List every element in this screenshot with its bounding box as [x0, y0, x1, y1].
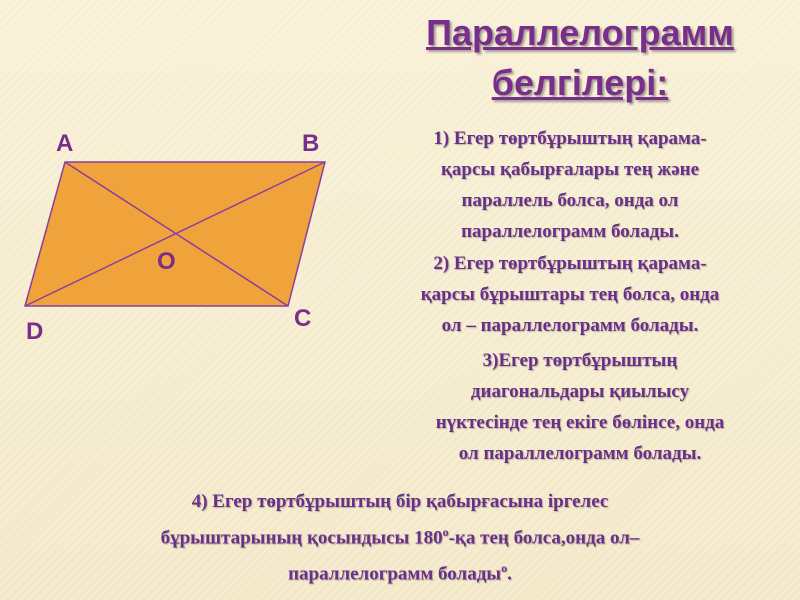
condition-3-line-4: ол параллелограмм болады.	[458, 443, 702, 464]
vertex-label-b: B	[302, 130, 320, 157]
degree-sup: о	[501, 561, 508, 576]
vertex-label-c: C	[294, 305, 312, 332]
condition-4-line-2-a: бұрыштарының қосындысы 180	[160, 527, 443, 549]
condition-3-line-2: диагональдары қиылысу	[470, 381, 690, 402]
condition-4-line-3-b: .	[507, 563, 512, 585]
condition-1	[360, 123, 780, 247]
condition-2-line-2: қарсы бұрыштары тең болса, онда	[420, 284, 720, 305]
vertex-label-o: O	[157, 248, 176, 275]
condition-1-line-4: параллелограмм болады.	[461, 221, 679, 242]
condition-4-line-1: 4) Егер төртбұрыштың бір қабырғасына іргелес	[191, 491, 609, 512]
condition-3-line-1: 3)Егер төртбұрыштың	[482, 350, 678, 371]
condition-1-line-3: параллель болса, онда ол	[461, 190, 679, 211]
condition-1-line-2: қарсы қабырғалары тең және	[440, 159, 700, 180]
condition-2	[355, 248, 785, 341]
condition-4-line-3	[40, 553, 760, 589]
slide-title	[380, 8, 780, 108]
vertex-label-a: A	[56, 130, 74, 157]
condition-4-line-2	[40, 517, 760, 553]
condition-4-line-2-b: -қа тең болса,онда ол–	[448, 527, 640, 549]
condition-3	[370, 345, 790, 469]
title-line-1: Параллелограмм	[426, 12, 734, 53]
vertex-label-d: D	[26, 318, 44, 345]
condition-2-line-1: 2) Егер төртбұрыштың қарама-	[433, 253, 707, 274]
condition-2-line-3: ол – параллелограмм болады.	[441, 315, 699, 336]
parallelogram-diagram	[0, 120, 370, 350]
condition-4-line-3-a: параллелограмм болады	[288, 563, 502, 585]
title-line-2: белгілері:	[491, 62, 669, 103]
condition-3-line-3: нүктесінде тең екіге бөлінсе, онда	[435, 412, 725, 433]
condition-1-line-1: 1) Егер төртбұрыштың қарама-	[433, 128, 707, 149]
degree-sup: о	[442, 525, 449, 539]
condition-4	[40, 486, 760, 590]
